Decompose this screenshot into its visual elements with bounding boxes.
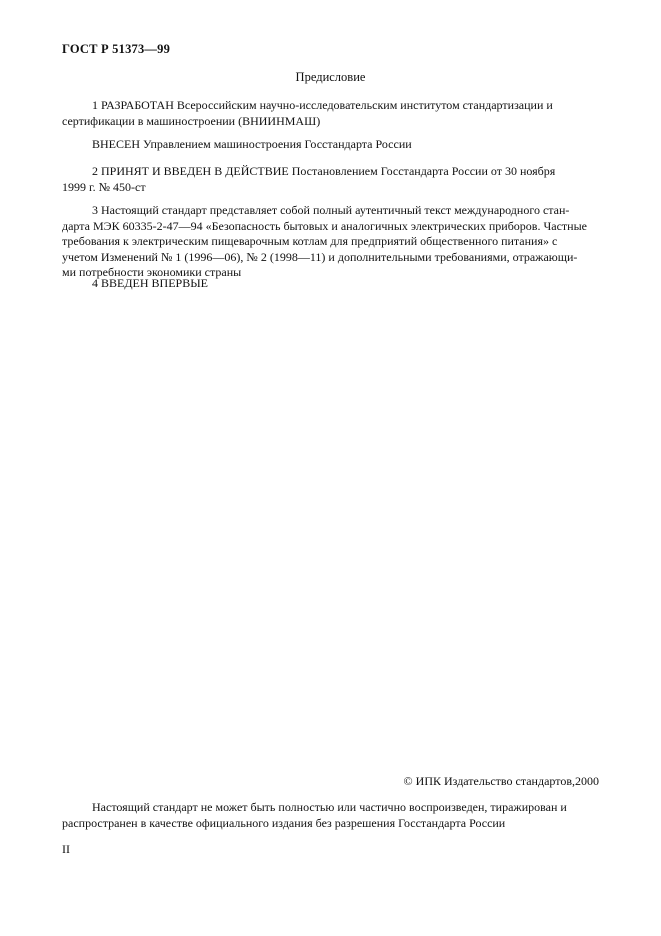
- text-line: Настоящий стандарт не может быть полностью или частично воспроизведен, тиражирован и: [92, 800, 567, 814]
- text-line: требования к электрическим пищеварочным котлам для предприятий общественного питания» с: [62, 234, 558, 248]
- preface-item-introduced: [62, 137, 599, 153]
- text-line: 3 Настоящий стандарт представляет собой полный аутентичный текст международного стан-: [92, 203, 570, 217]
- preface-item-first-introduced: [62, 276, 599, 292]
- text-line: сертификации в машиностроении (ВНИИНМАШ): [62, 113, 321, 128]
- text-line: 4 ВВЕДЕН ВПЕРВЫЕ: [92, 276, 208, 290]
- text-line: 2 ПРИНЯТ И ВВЕДЕН В ДЕЙСТВИЕ Постановлением Госстандарта России от 30 ноября: [92, 164, 556, 178]
- text-line: учетом Изменений № 1 (1996—06), № 2 (1998—11) и дополнительными требованиями, отражающи-: [62, 249, 578, 264]
- text-line: ВНЕСЕН Управлением машиностроения Госстандарта России: [92, 137, 412, 151]
- copyright-line: © ИПК Издательство стандартов,2000: [403, 774, 599, 788]
- preface-item-developed: [62, 98, 599, 129]
- standard-code-header: ГОСТ Р 51373—99: [62, 42, 171, 56]
- preface-title: Предисловие: [295, 70, 366, 84]
- text-line: 1 РАЗРАБОТАН Всероссийским научно-исследовательским институтом стандартизации и: [92, 98, 553, 112]
- reproduction-notice: [62, 800, 599, 831]
- preface-item-authentic-text: [62, 203, 599, 281]
- text-line: распространен в качестве официального издания без разрешения Госстандарта России: [62, 815, 506, 830]
- preface-item-adopted: [62, 164, 599, 195]
- text-line: ми потребности экономики страны: [62, 265, 242, 279]
- text-line: 1999 г. № 450-ст: [62, 179, 146, 194]
- text-line: дарта МЭК 60335-2-47—94 «Безопасность бытовых и аналогичных электрических приборов. Частные: [62, 218, 587, 233]
- page-number: II: [62, 842, 70, 856]
